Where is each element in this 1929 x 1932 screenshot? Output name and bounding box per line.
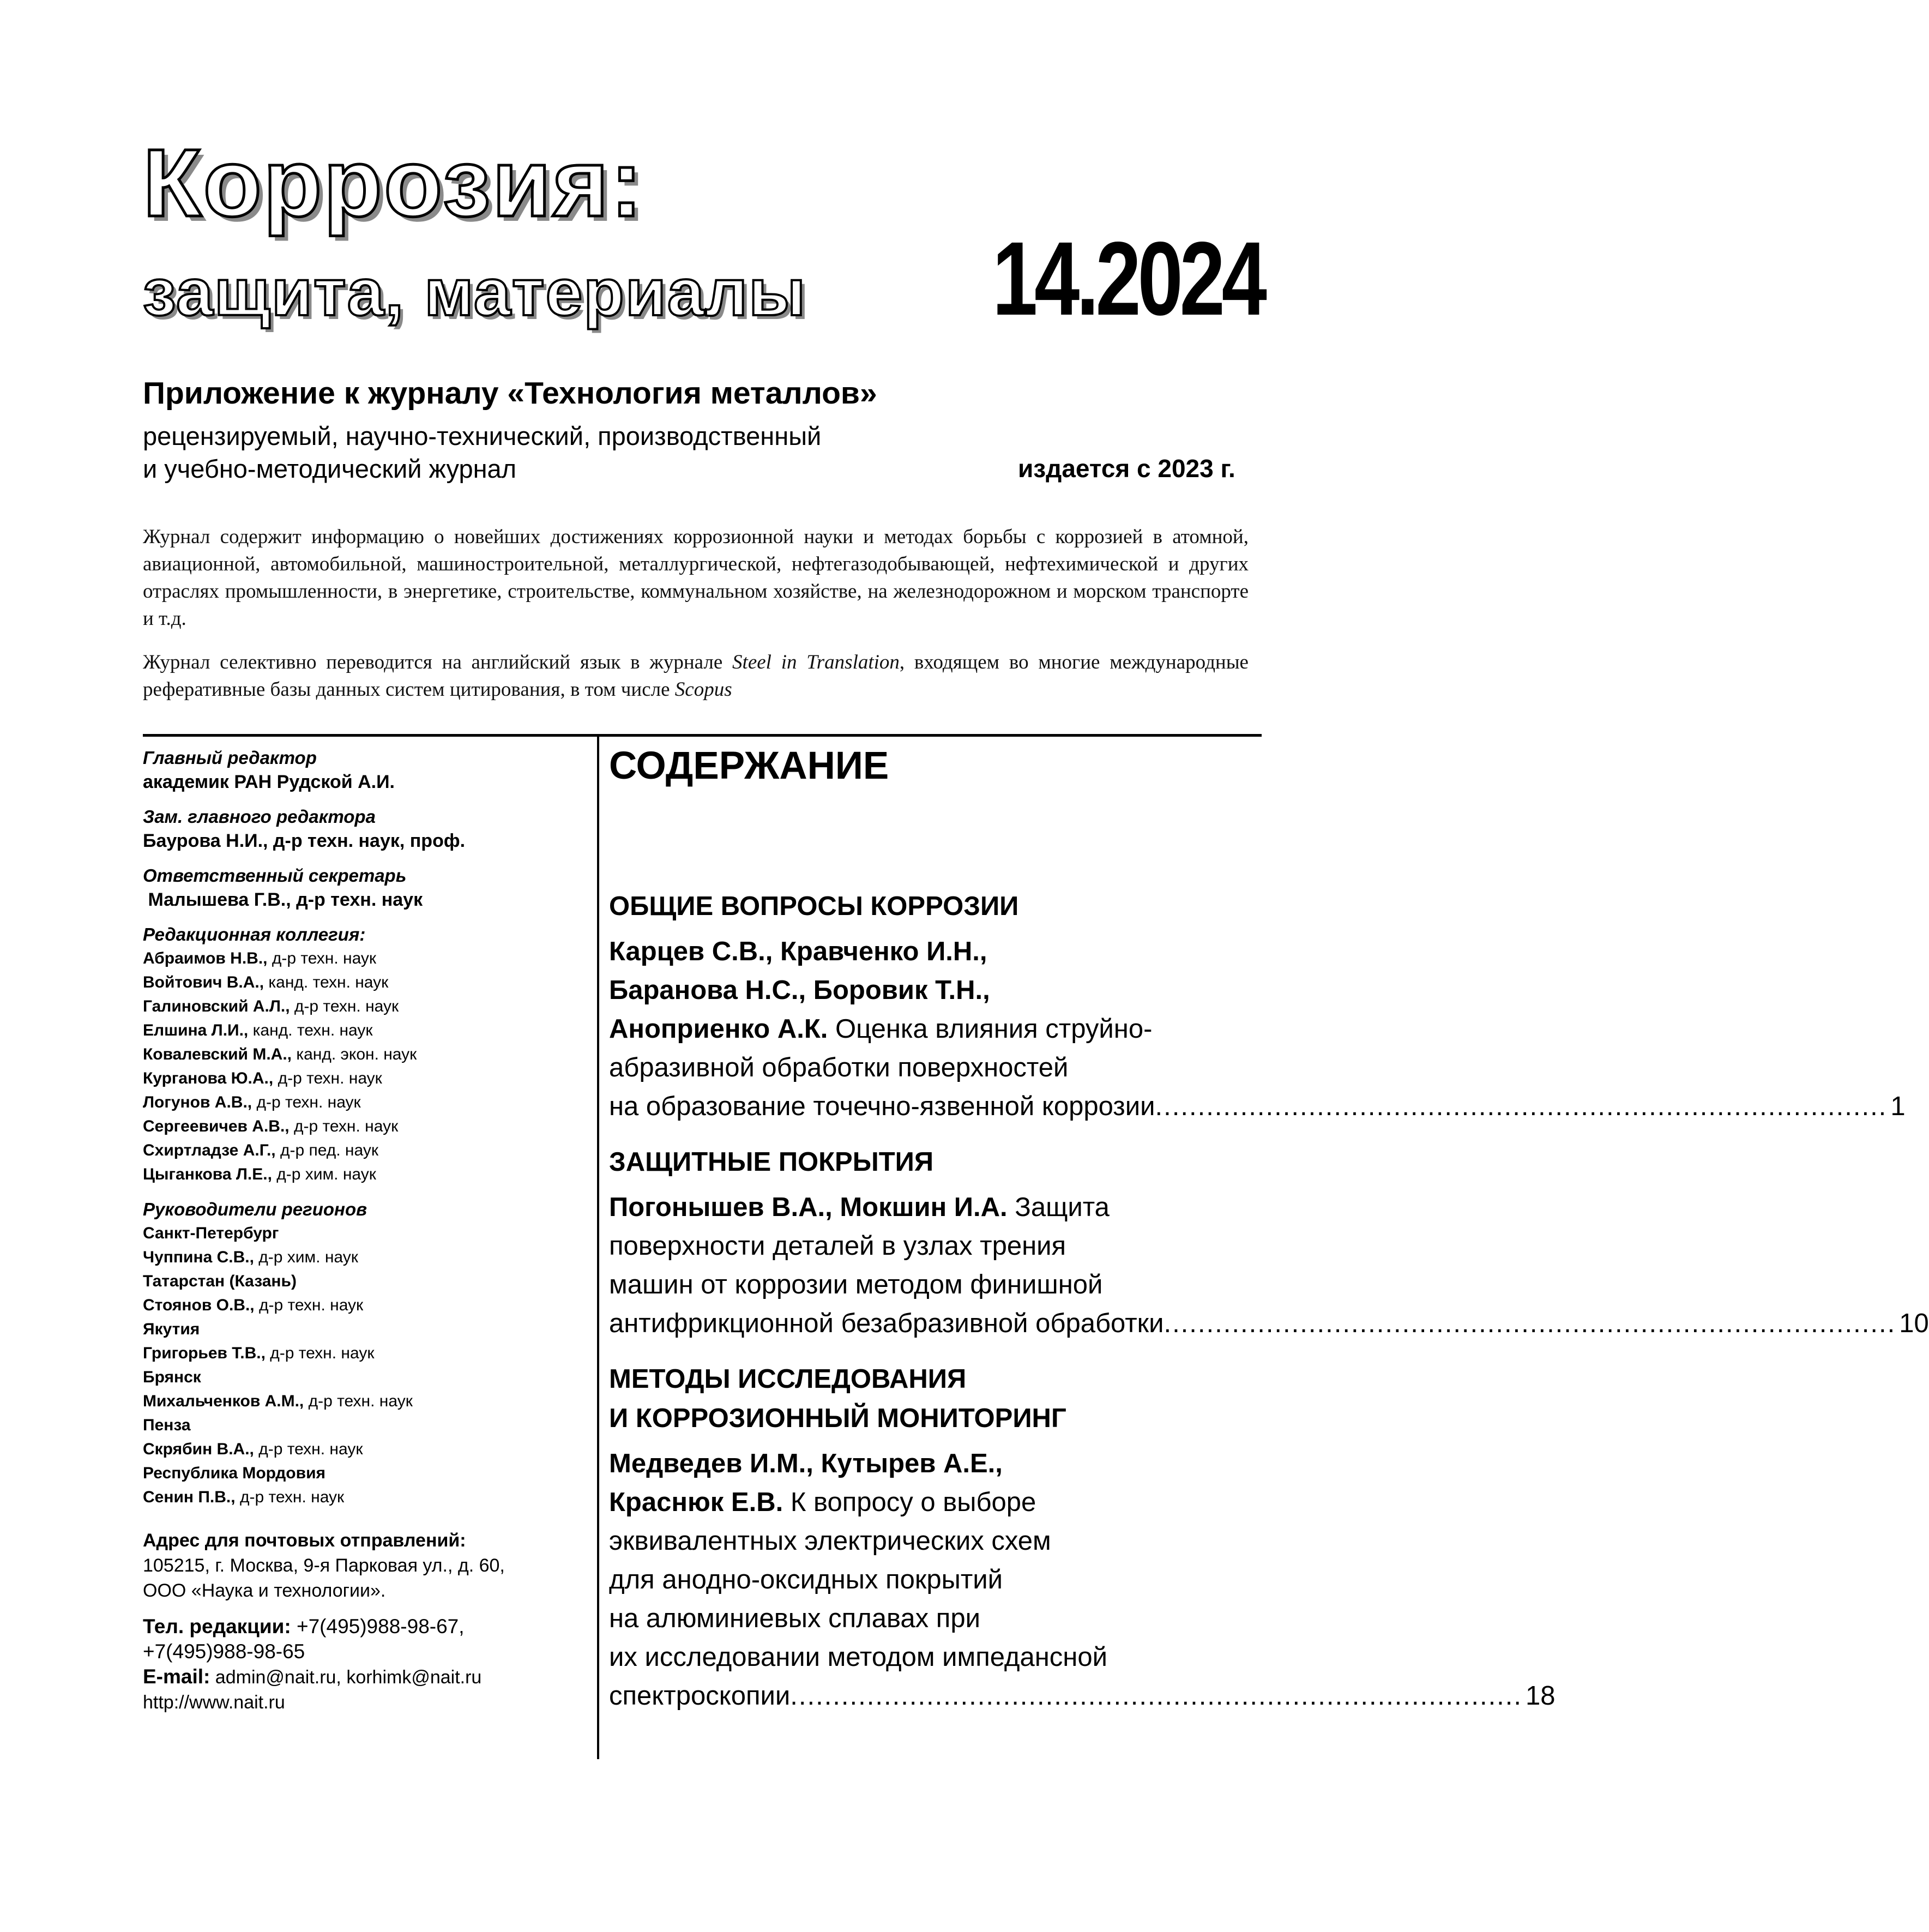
website-link[interactable]: http://www.nait.ru (143, 1692, 285, 1713)
secretary-block (143, 864, 584, 912)
member-name: Чуппина С.В., (143, 1248, 254, 1266)
journal-subtitle: защита, материалы (143, 255, 807, 329)
article-last-line (609, 1087, 1906, 1126)
divider-vertical (597, 734, 599, 1759)
contents-column (609, 742, 1929, 1732)
member-degree: канд. экон. наук (292, 1045, 417, 1063)
board-member (143, 1043, 584, 1067)
member-degree: д-р техн. наук (254, 1440, 363, 1458)
email-line (143, 1664, 584, 1690)
region-head (143, 1485, 584, 1509)
member-name: Войтович В.А., (143, 973, 264, 991)
page-number: 1 (1890, 1092, 1906, 1121)
intro-p2-journal: Steel in Translation (732, 651, 900, 673)
member-name: Елшина Л.И., (143, 1021, 249, 1039)
region-head (143, 1341, 584, 1365)
article-entry[interactable] (609, 1445, 1556, 1716)
leader-dots: ...................................................................................... (790, 1681, 1523, 1711)
member-degree: д-р техн. наук (265, 1344, 375, 1362)
member-name: Ковалевский М.А., (143, 1045, 292, 1063)
member-name: Галиновский А.Л., (143, 997, 290, 1015)
member-degree: д-р техн. наук (254, 1296, 364, 1314)
member-degree: д-р техн. наук (289, 1117, 399, 1135)
member-name: Григорьев Т.В., (143, 1344, 266, 1362)
board-member (143, 1115, 584, 1139)
intro-p2-part2: , входящем во многие международные реферативные базы данных систем цитирования, в том числе (143, 651, 1249, 701)
issue-number: 14.2024 (992, 220, 1264, 337)
member-degree: д-р техн. наук (267, 949, 377, 967)
supplement-line: Приложение к журналу «Технология металлов» (143, 376, 877, 411)
member-name: Курганова Ю.А., (143, 1069, 274, 1087)
article-line: эквивалентных электрических схем (609, 1526, 1051, 1556)
contents-section (609, 1359, 1556, 1716)
board-member (143, 1139, 584, 1163)
region-name: Республика Мордовия (143, 1464, 326, 1482)
article-line: абразивной обработки поверхностей (609, 1053, 1069, 1082)
article-title-part: антифрикционной безабразивной обработки (609, 1309, 1164, 1338)
region-name: Брянск (143, 1368, 201, 1386)
article-line: на алюминиевых сплавах при (609, 1604, 980, 1633)
contents-section (609, 887, 1906, 1126)
address-line-2: ООО «Наука и технологии». (143, 1580, 386, 1601)
article-title-part: на образование точечно-язвенной коррозии (609, 1092, 1155, 1121)
journal-title: Коррозия: (143, 130, 644, 237)
board-member (143, 971, 584, 995)
member-name: Цыганкова Л.Е., (143, 1165, 272, 1183)
phone-line (143, 1614, 584, 1639)
phone-1: +7(495)988-98-67, (291, 1615, 465, 1638)
phone-label: Тел. редакции: (143, 1615, 291, 1638)
member-degree: д-р хим. наук (272, 1165, 376, 1183)
intro-p2-part1: Журнал селективно переводится на английский язык в журнале (143, 651, 733, 673)
article-line: для анодно-оксидных покрытий (609, 1565, 1003, 1594)
article-entry[interactable] (609, 1188, 1929, 1343)
description-line-1: рецензируемый, научно-технический, производственный (143, 422, 822, 450)
secretary-name: Малышева Г.В., д-р техн. наук (143, 889, 423, 910)
chief-editor-label: Главный редактор (143, 748, 317, 768)
region-name: Санкт-Петербург (143, 1224, 279, 1242)
member-degree: д-р техн. наук (290, 997, 399, 1015)
member-degree: д-р хим. наук (254, 1248, 358, 1266)
region-name: Татарстан (Казань) (143, 1272, 297, 1290)
member-name: Логунов А.В., (143, 1093, 252, 1111)
member-name: Сенин П.В., (143, 1488, 236, 1506)
deputy-editor-block (143, 805, 584, 853)
phone-2: +7(495)988-98-65 (143, 1640, 305, 1663)
member-name: Стоянов О.В., (143, 1296, 255, 1314)
article-authors: Медведев И.М., Кутырев А.Е., (609, 1449, 1003, 1478)
article-line: поверхности деталей в узлах трения (609, 1231, 1066, 1261)
board-member (143, 995, 584, 1019)
member-name: Схиртладзе А.Г., (143, 1141, 276, 1159)
deputy-editor-name: Баурова Н.И., д-р техн. наук, проф. (143, 830, 466, 851)
article-authors: Аноприенко А.К. (609, 1014, 828, 1044)
member-degree: канд. техн. наук (248, 1021, 373, 1039)
article-authors: Погонышев В.А., Мокшин И.А. (609, 1193, 1008, 1222)
region-name: Пенза (143, 1416, 191, 1434)
contents-section (609, 1142, 1929, 1343)
article-title-part: Защита (1007, 1193, 1110, 1222)
address-label: Адрес для почтовых отправлений: (143, 1530, 466, 1551)
member-name: Сергеевичев А.В., (143, 1117, 290, 1135)
leader-dots: ...................................................................................... (1155, 1092, 1888, 1121)
board-member (143, 1067, 584, 1091)
intro-paragraph-2 (143, 649, 1249, 703)
member-degree: д-р техн. наук (235, 1488, 345, 1506)
article-line (609, 1010, 1263, 1049)
article-title-part: Оценка влияния струйно- (828, 1014, 1153, 1044)
article-authors: Карцев С.В., Кравченко И.Н., (609, 937, 987, 966)
regional-heads (143, 1197, 584, 1509)
member-degree: д-р пед. наук (275, 1141, 378, 1159)
member-degree: канд. техн. наук (264, 973, 389, 991)
member-name: Скрябин В.А., (143, 1440, 254, 1458)
leader-dots: ...................................................................................... (1164, 1309, 1896, 1338)
article-line (609, 1445, 1263, 1483)
editorial-column (143, 746, 584, 1715)
region-head (143, 1437, 584, 1461)
description-line-2: и учебно-методический журнал (143, 454, 517, 483)
board-member (143, 1091, 584, 1115)
article-line (609, 1188, 1263, 1227)
region-name: Якутия (143, 1320, 200, 1338)
published-since: издается с 2023 г. (1018, 454, 1235, 483)
region-head (143, 1245, 584, 1269)
member-degree: д-р техн. наук (304, 1392, 413, 1410)
article-line: их исследовании методом импедансной (609, 1642, 1107, 1672)
article-line (609, 971, 1263, 1010)
contents-title: СОДЕРЖАНИЕ (609, 744, 889, 787)
intro-paragraph-1: Журнал содержит информацию о новейших достижениях коррозионной науки и методах борьбы с коррозией в атомной, авиационной, автомобильной, машиностроительной, металлургической, нефтегазодобывающей, нефтехимической и других отраслях промышленности, в энергетике, строительстве, коммунальном хозяйстве, на железнодорожном и морском транспорте и т.д. (143, 526, 1249, 630)
article-authors: Краснюк Е.В. (609, 1488, 783, 1517)
section-title: И КОРРОЗИОННЫЙ МОНИТОРИНГ (609, 1404, 1066, 1433)
member-degree: д-р техн. наук (273, 1069, 382, 1087)
article-entry[interactable] (609, 932, 1906, 1126)
section-title: ОБЩИЕ ВОПРОСЫ КОРРОЗИИ (609, 892, 1019, 921)
secretary-label: Ответственный секретарь (143, 865, 407, 886)
board-member (143, 1019, 584, 1043)
page-number: 18 (1526, 1681, 1556, 1711)
article-last-line (609, 1304, 1929, 1343)
region-head (143, 1389, 584, 1413)
chief-editor-name: академик РАН Рудской А.И. (143, 772, 395, 792)
chief-editor-block (143, 746, 584, 794)
regions-label: Руководители регионов (143, 1199, 367, 1219)
address-line-1: 105215, г. Москва, 9-я Парковая ул., д. 60, (143, 1555, 505, 1576)
board-label: Редакционная коллегия: (143, 924, 366, 944)
contact-block (143, 1614, 584, 1715)
member-name: Абраимов Н.В., (143, 949, 268, 967)
article-authors: Баранова Н.С., Боровик Т.Н., (609, 976, 990, 1005)
region-head (143, 1293, 584, 1317)
intro-p2-db: Scopus (674, 678, 732, 701)
deputy-editor-label: Зам. главного редактора (143, 806, 376, 827)
member-name: Михальченков А.М., (143, 1392, 304, 1410)
article-title-part: спектроскопии (609, 1681, 791, 1711)
divider-horizontal (143, 734, 1262, 737)
editorial-board (143, 923, 584, 1187)
email-label: E-mail: (143, 1665, 210, 1688)
article-title-part: К вопросу о выборе (783, 1488, 1036, 1517)
board-member (143, 947, 584, 971)
email-addresses[interactable]: admin@nait.ru, korhimk@nait.ru (210, 1667, 482, 1688)
section-title: МЕТОДЫ ИССЛЕДОВАНИЯ (609, 1364, 967, 1394)
board-member (143, 1163, 584, 1187)
article-line (609, 1483, 1263, 1522)
member-degree: д-р техн. наук (252, 1093, 361, 1111)
page-number: 10 (1899, 1309, 1929, 1338)
address-block (143, 1528, 584, 1603)
section-title: ЗАЩИТНЫЕ ПОКРЫТИЯ (609, 1147, 934, 1177)
article-line: машин от коррозии методом финишной (609, 1270, 1103, 1299)
article-last-line (609, 1677, 1556, 1716)
article-line (609, 932, 1263, 971)
